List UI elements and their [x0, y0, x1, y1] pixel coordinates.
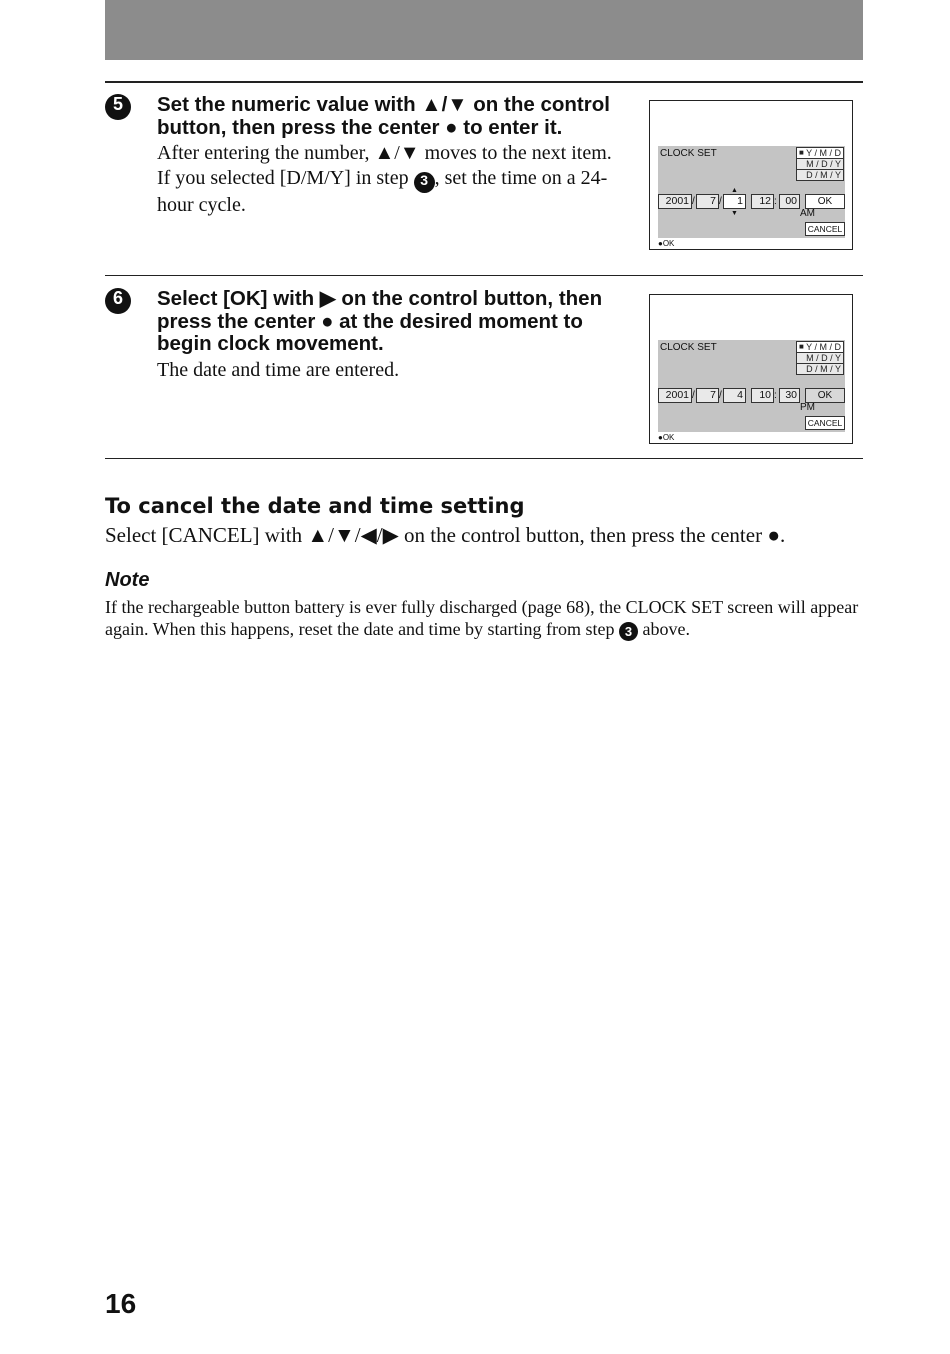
cancel-body: Select [CANCEL] with ▲/▼/◀/▶ on the control button, then press the center ●.: [105, 523, 786, 547]
ampm-indicator: PM: [800, 402, 815, 413]
step-5-body-1: After entering the number, ▲/▼ moves to the next item.: [157, 142, 612, 164]
step-6-title: Select [OK] with ▶ on the control button, then press the center ● at the desired moment to begin clock movement.: [157, 287, 603, 355]
hour-field[interactable]: 12: [751, 194, 774, 209]
step-ref-3: 3: [619, 622, 638, 641]
note-heading: Note: [105, 569, 150, 591]
minute-field[interactable]: 00: [779, 194, 800, 209]
lcd-panel: CLOCK SET ■ Y / M / D M / D / Y D / M / Y 2001 / 7 / 4 10 : 30 OK PM CANCEL: [658, 340, 845, 432]
format-option-mdy[interactable]: M / D / Y: [796, 159, 844, 170]
step-5-number: 5: [105, 94, 131, 120]
cancel-button[interactable]: CANCEL: [805, 222, 845, 236]
step-6-text: [157, 288, 627, 383]
format-option-mdy[interactable]: M / D / Y: [796, 353, 844, 364]
down-arrow-icon: ▼: [731, 210, 738, 217]
ok-button[interactable]: OK: [805, 388, 845, 403]
month-field[interactable]: 7: [696, 194, 719, 209]
note-body: If the rechargeable button battery is ever fully discharged (page 68), the CLOCK SET screen will appear again. When this happens, reset the date and time by starting from step 3 above.: [105, 597, 859, 639]
clock-set-screen-step6: [649, 294, 853, 444]
clock-set-title: CLOCK SET: [660, 342, 717, 353]
date-format-list: [796, 147, 844, 181]
step-5-text: [157, 94, 627, 218]
step-5-body-2: If you selected [D/M/Y] in step 3 , set the time on a 24-hour cycle.: [157, 167, 608, 216]
top-rule: [105, 81, 863, 83]
day-field[interactable]: 1: [723, 194, 746, 209]
up-arrow-icon: ▲: [731, 187, 738, 194]
format-option-ymd[interactable]: ■ Y / M / D: [796, 341, 844, 353]
hour-field[interactable]: 10: [751, 388, 774, 403]
year-field[interactable]: 2001: [658, 194, 692, 209]
format-option-dmy[interactable]: D / M / Y: [796, 170, 844, 181]
date-format-list: [796, 341, 844, 375]
minute-field[interactable]: 30: [779, 388, 800, 403]
divider-rule: [105, 458, 863, 459]
page-number: 16: [105, 1288, 137, 1319]
step-6-number: 6: [105, 288, 131, 314]
format-option-ymd[interactable]: ■ Y / M / D: [796, 147, 844, 159]
divider-rule: [105, 275, 863, 276]
clock-set-screen-step5: [649, 100, 853, 250]
ok-hint: ●OK: [658, 433, 675, 442]
ok-hint: ●OK: [658, 239, 675, 248]
year-field[interactable]: 2001: [658, 388, 692, 403]
ok-button[interactable]: OK: [805, 194, 845, 209]
ampm-indicator: AM: [800, 208, 815, 219]
step-6-body: The date and time are entered.: [157, 358, 400, 381]
cancel-heading: To cancel the date and time setting: [105, 494, 525, 518]
header-band: [105, 0, 863, 60]
clock-set-title: CLOCK SET: [660, 148, 717, 159]
lcd-panel: CLOCK SET ■ Y / M / D M / D / Y D / M / Y 2001 / 7 / ▲ 1 ▼ 12 : 00 OK AM CANCEL: [658, 146, 845, 238]
step-ref-3: 3: [414, 172, 435, 193]
day-field[interactable]: 4: [723, 388, 746, 403]
month-field[interactable]: 7: [696, 388, 719, 403]
cancel-button[interactable]: CANCEL: [805, 416, 845, 430]
format-option-dmy[interactable]: D / M / Y: [796, 364, 844, 375]
step-5-title: Set the numeric value with ▲/▼ on the control button, then press the center ● to enter it.: [157, 93, 610, 139]
